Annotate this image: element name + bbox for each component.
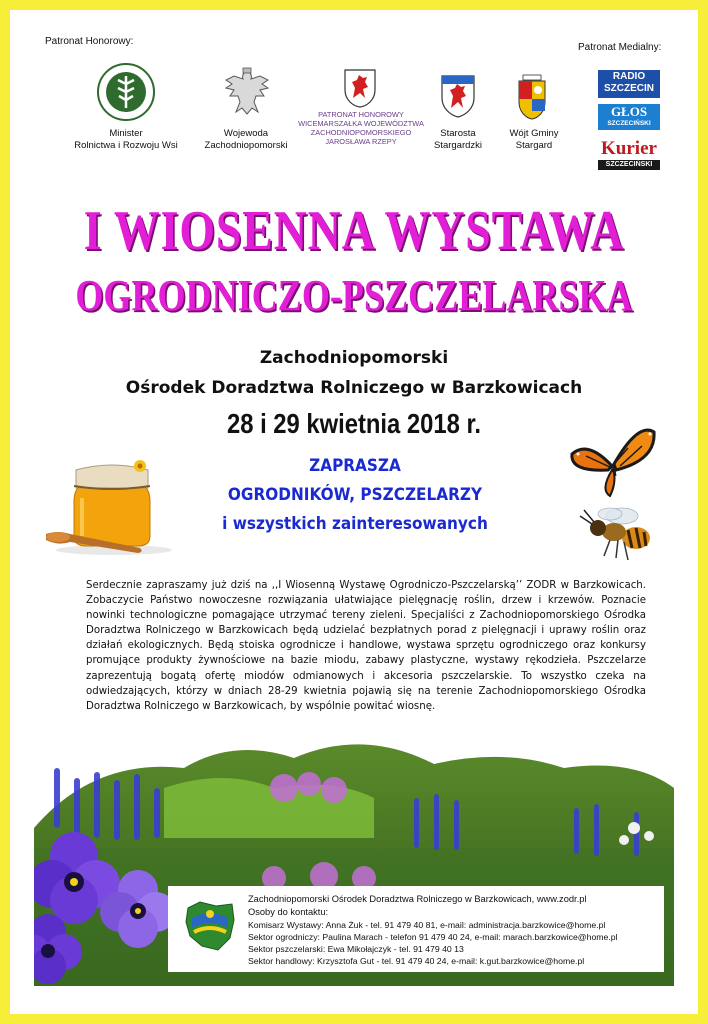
patronat-medialny-label: Patronat Medialny: <box>578 42 662 53</box>
patron-wojt-line1: Wójt Gminy <box>509 128 559 139</box>
organizer-line1: Zachodniopomorski <box>259 348 449 368</box>
kurier-logo-bottom: SZCZECIŃSKI <box>598 160 660 170</box>
patron-starosta-line2: Stargardzki <box>433 140 483 151</box>
patron-wicemarszalek-line1: PATRONAT HONOROWY <box>318 110 404 119</box>
patron-wojewoda-line1: Wojewoda <box>223 128 269 139</box>
invite-line3: i wszystkich zainteresowanych <box>222 514 488 534</box>
griffin-shield-icon <box>343 68 377 108</box>
body-paragraph: Serdecznie zapraszamy już dziś na ,,I Wiosenną Wystawę Ogrodniczo-Pszczelarską’’ ZODR w Barzkowicach. Zobaczycie Państwo nowoczesne rozwiązania ułatwiające pielęgnację roślin, drzew i krzewów. Poznacie nowinki technologiczne pomagające utrzymać tereny zieleni. Specjaliści z Zachodniopomorskiego Ośrodka Doradztwa Rolniczego w Barzkowicach będą udzielać bezpłatnych porad z pielęgnacji i uprawy roślin oraz działań ekologicznych. Będą stoiska ogrodnicze i handlowe, wystawa sprzętu ogrodniczego oraz konkursy promujące produkty żywnościowe na bazie miodu, zabawy plastyczne, wystawy rękodzieła. Pszczelarze zaprezentują bogatą ofertę miodów odmianowych i akcesoria pszczelarskie. To wszystko czeka na odwiedzających, którzy w dniach 28-29 kwietnia pojawią się na terenie Zachodniopomorskiego Ośrodka Doradztwa Rolniczego w Barzkowicach, by wspólnie powitać wiosnę. <box>86 580 646 712</box>
contact-line-handlowy: Sektor handlowy: Krzysztofa Gut - tel. 91 479 40 24, e-mail: k.gut.barzkowice@home.pl <box>248 956 585 966</box>
radio-logo-bottom: SZCZECIN <box>604 83 654 94</box>
contact-line-komisarz: Komisarz Wystawy: Anna Żuk - tel. 91 479 40 81, e-mail: administracja.barzkowice@home.pl <box>248 920 606 930</box>
radio-szczecin-logo <box>598 70 660 98</box>
patronat-honorowy-label: Patronat Honorowy: <box>45 36 134 47</box>
contact-box <box>168 886 664 972</box>
contact-line-pszczelarski: Sektor pszczelarski: Ewa Mikołajczyk - tel. 91 479 40 13 <box>248 944 464 954</box>
patron-wicemarszalek-line2: WICEMARSZAŁKA WOJEWÓDZTWA <box>298 119 424 128</box>
starosta-shield-icon <box>440 74 476 118</box>
contact-org: Zachodniopomorski Ośrodek Doradztwa Rolniczego w Barzkowicach, www.zodr.pl <box>248 894 587 904</box>
title-line2: OGRODNICZO-PSZCZELARSKA <box>75 271 633 320</box>
event-date: 28 i 29 kwietnia 2018 r. <box>226 408 482 439</box>
zodr-logo-icon <box>182 898 238 954</box>
radio-logo-top: RADIO <box>612 71 646 82</box>
title-line1: I WIOSENNA WYSTAWA <box>83 200 625 262</box>
patron-wicemarszalek-line4: JAROSŁAWA RZEPY <box>325 137 397 146</box>
contact-heading: Osoby do kontaktu: <box>248 907 329 917</box>
kurier-logo-top: Kurier <box>601 138 657 159</box>
bee-image <box>574 502 664 572</box>
ministry-emblem-icon <box>96 62 156 122</box>
patron-minister <box>60 128 192 152</box>
kurier-szczecinski-logo <box>598 138 660 172</box>
patron-minister-line2: Rolnictwa i Rozwoju Wsi <box>74 140 178 151</box>
patron-minister-line1: Minister <box>109 128 143 139</box>
patron-wojewoda <box>190 128 302 152</box>
patron-starosta <box>420 128 496 152</box>
gmina-stargard-shield-icon <box>517 74 547 120</box>
glos-szczecinski-logo <box>598 104 660 130</box>
patron-starosta-line1: Starosta <box>440 128 476 139</box>
contact-line-ogrodniczy: Sektor ogrodniczy: Paulina Marach - telefon 91 479 40 24, e-mail: marach.barzkowice@home.pl <box>248 932 618 942</box>
patron-wojewoda-line2: Zachodniopomorski <box>204 140 288 151</box>
organizer-line2: Ośrodek Doradztwa Rolniczego w Barzkowicach <box>125 378 583 398</box>
honey-jar-image <box>44 458 174 558</box>
glos-logo-bottom: SZCZECIŃSKI <box>607 120 651 127</box>
butterfly-image <box>568 420 658 500</box>
eagle-emblem-icon <box>222 66 272 118</box>
patron-wicemarszalek <box>296 110 426 146</box>
patron-wojt-line2: Stargard <box>515 140 553 151</box>
invite-line2: OGRODNIKÓW, PSZCZELARZY <box>227 485 483 505</box>
glos-logo-top: GŁOS <box>610 104 648 119</box>
invite-line1: ZAPRASZA <box>309 456 401 476</box>
patron-wicemarszalek-line3: ZACHODNIOPOMORSKIEGO <box>310 128 412 137</box>
patron-wojt <box>494 128 574 152</box>
